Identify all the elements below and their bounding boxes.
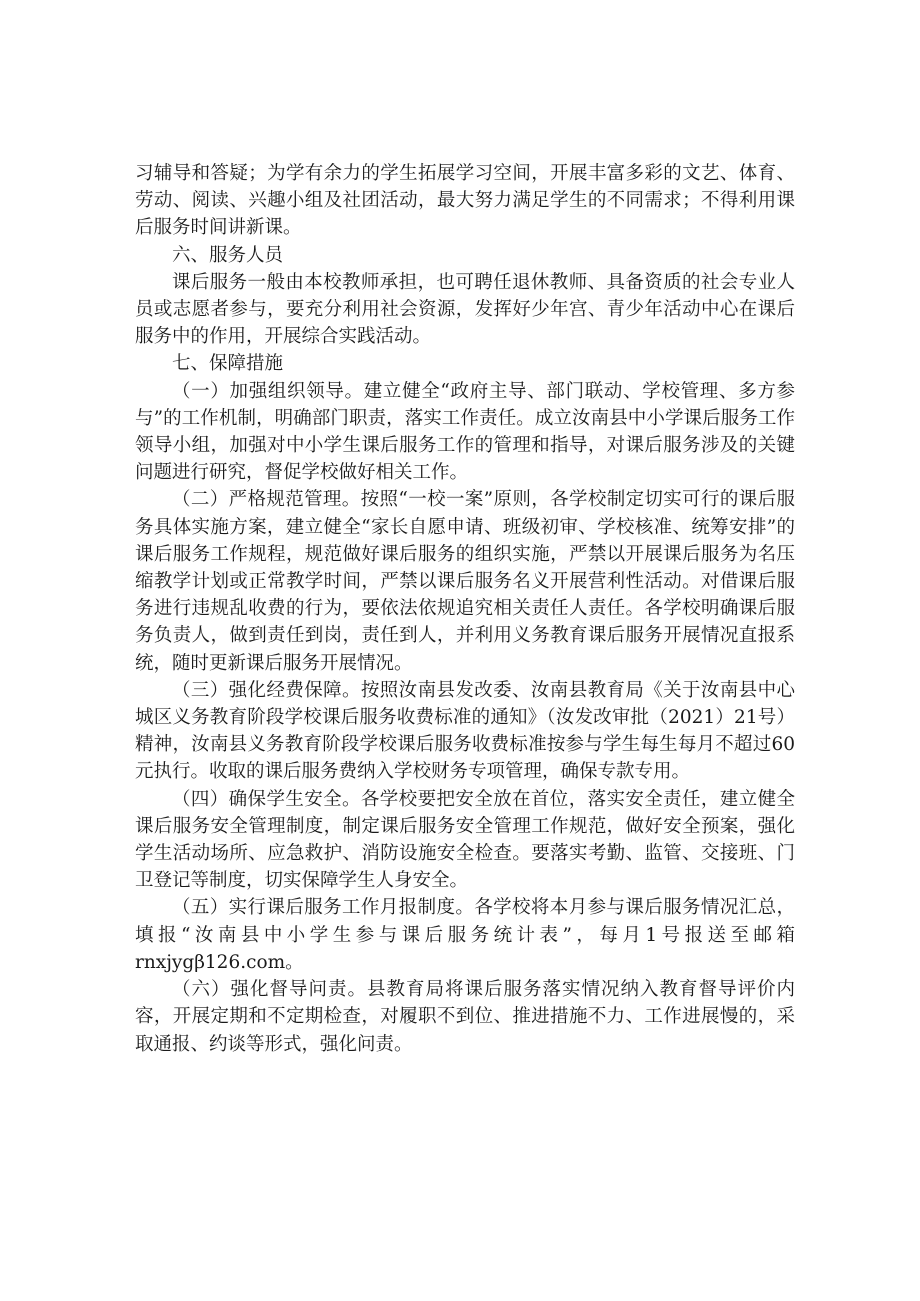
subsection-organization: （一）加强组织领导。建立健全“政府主导、部门联动、学校管理、多方参与”的工作机制，明确部门职责，落实工作责任。成立汝南县中小学课后服务工作领导小组，加强对中小学生课后服务工作的管理和指导，对课后服务涉及的关键问题进行研究，督促学校做好相关工作。 [135,380,795,484]
subsection-supervision: （六）强化督导问责。县教育局将课后服务落实情况纳入教育督导评价内容，开展定期和不定期检查，对履职不到位、推进措施不力、工作进展慢的，采取通报、约谈等形式，强化问责。 [135,979,795,1055]
subsection-funding: （三）强化经费保障。按照汝南县发改委、汝南县教育局《关于汝南县中心城区义务教育阶段学校课后服务收费标准的通知》（汝发改审批（2021）21号）精神，汝南县义务教育阶段学校课后服务收费标准按参与学生每生每月不超过60元执行。收取的课后服务费纳入学校财务专项管理，确保专款专用。 [135,679,795,783]
subsection-monthly-report: （五）实行课后服务工作月报制度。各学校将本月参与课后服务情况汇总，填报“汝南县中小学生参与课后服务统计表”，每月1号报送至邮箱rnxjygβ126.com。 [135,897,795,973]
section-heading-service-staff: 六、服务人员 [172,244,284,266]
subsection-safety: （四）确保学生安全。各学校要把安全放在首位，落实安全责任，建立健全课后服务安全管理制度，制定课后服务安全管理工作规范，做好安全预案，强化学生活动场所、应急救护、消防设施安全检查。要落实考勤、监管、交接班、门卫登记等制度，切实保障学生人身安全。 [135,788,795,892]
subsection-management: （二）严格规范管理。按照“一校一案”原则，各学校制定切实可行的课后服务具体实施方案，建立健全“家长自愿申请、班级初审、学校核准、统筹安排”的课后服务工作规程，规范做好课后服务的组织实施，严禁以开展课后服务为名压缩教学计划或正常教学时间，严禁以课后服务名义开展营利性活动。对借课后服务进行违规乱收费的行为，要依法依规追究相关责任人责任。各学校明确课后服务负责人，做到责任到岗，责任到人，并利用义务教育课后服务开展情况直报系统，随时更新课后服务开展情况。 [135,489,795,674]
document-body [135,160,795,1058]
paragraph-service-staff: 课后服务一般由本校教师承担，也可聘任退休教师、具备资质的社会专业人员或志愿者参与，要充分利用社会资源，发挥好少年宫、青少年活动中心在课后服务中的作用，开展综合实践活动。 [135,271,795,348]
section-heading-safeguards: 七、保障措施 [172,353,284,375]
paragraph-continuation: 习辅导和答疑；为学有余力的学生拓展学习空间，开展丰富多彩的文艺、体育、劳动、阅读、兴趣小组及社团活动，最大努力满足学生的不同需求；不得利用课后服务时间讲新课。 [135,163,795,239]
